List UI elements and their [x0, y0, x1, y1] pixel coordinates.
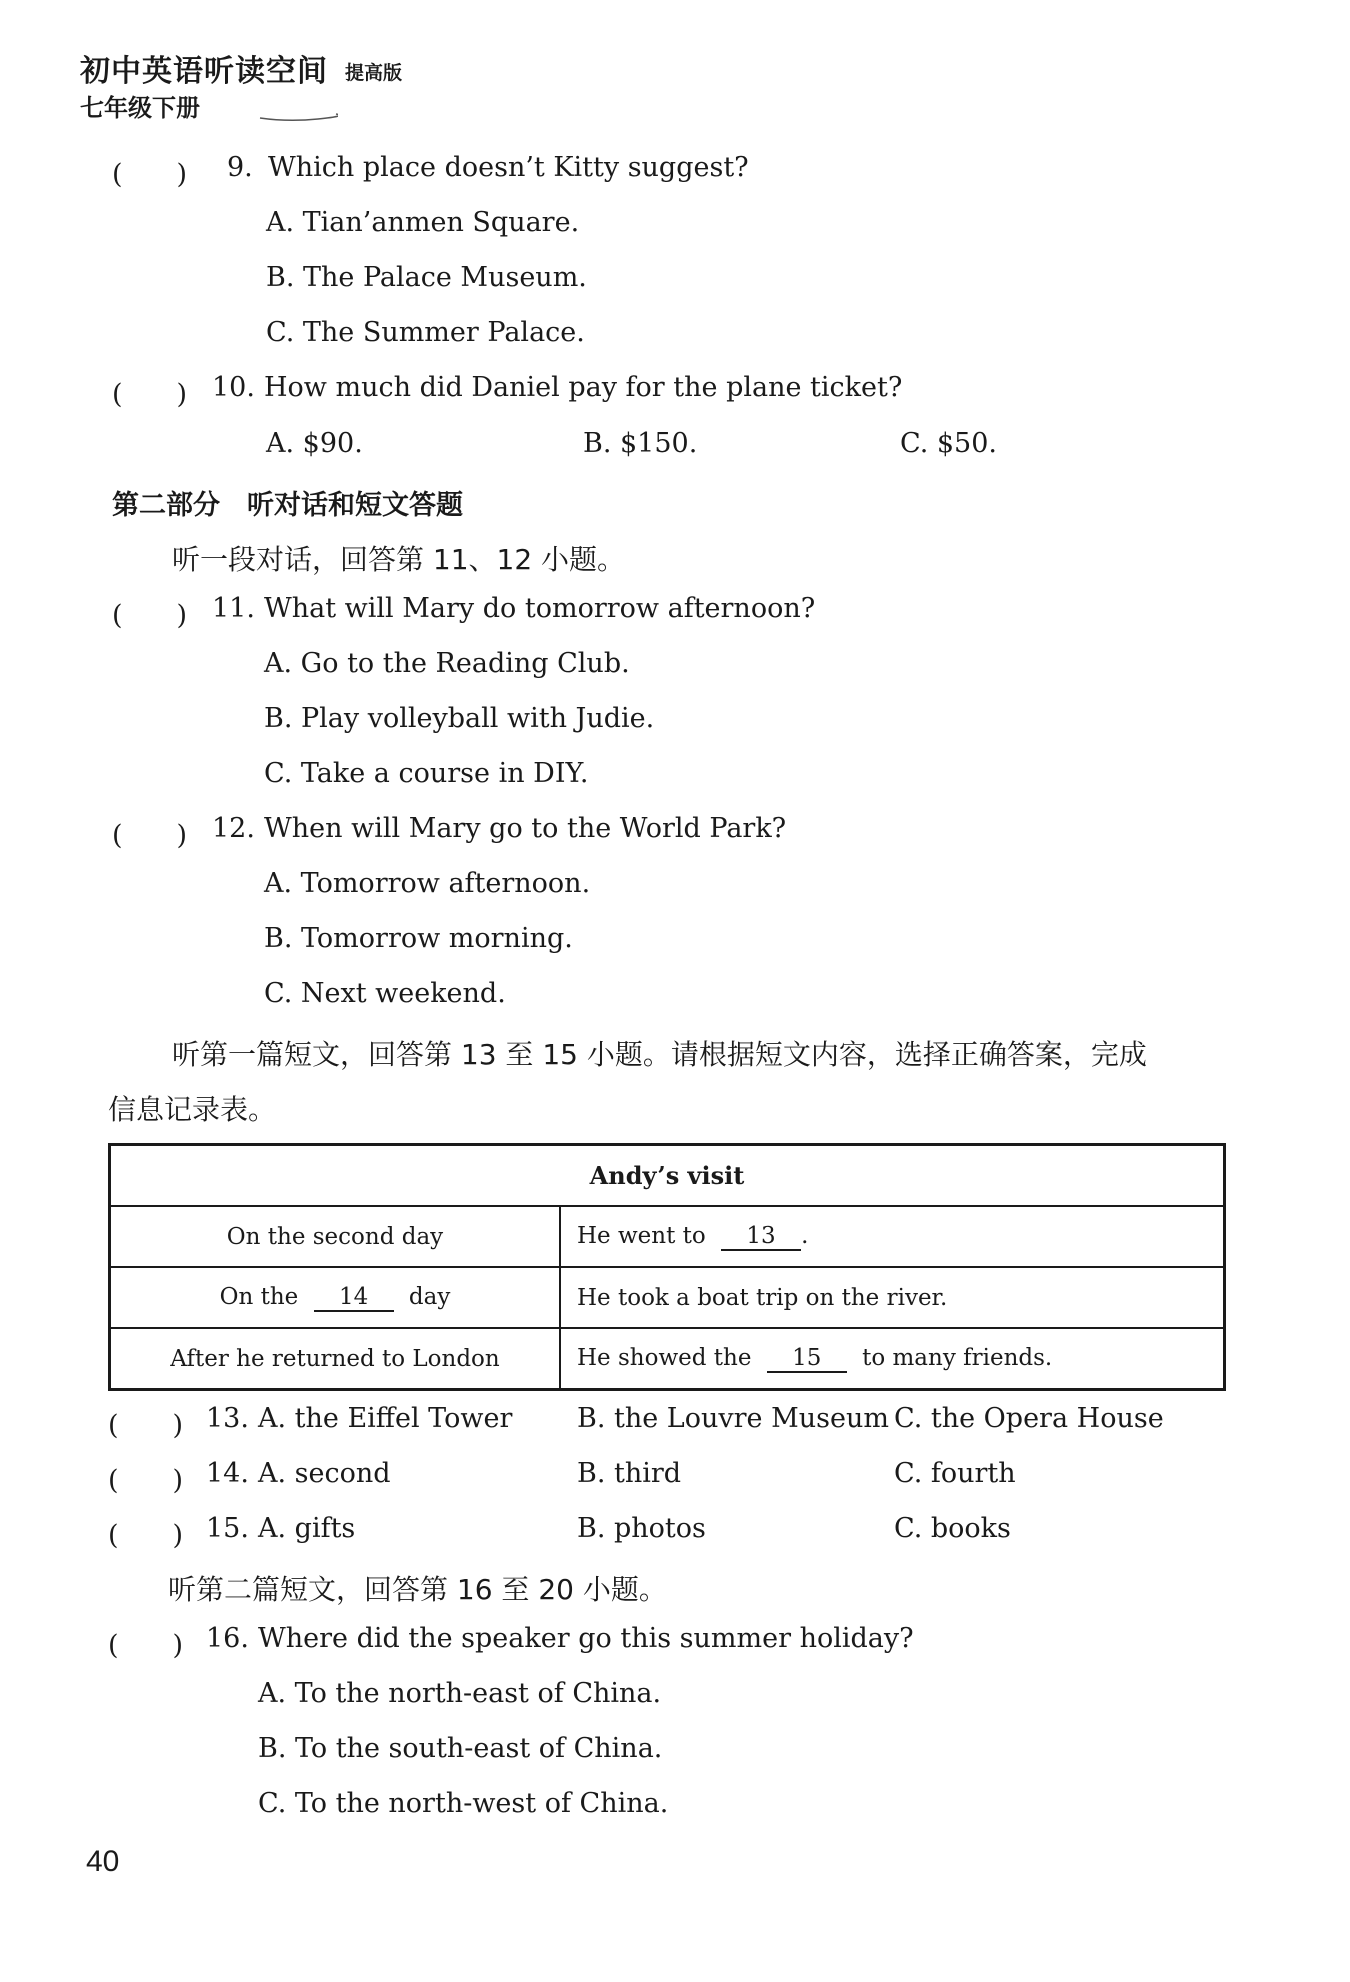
answer-blank-13[interactable]: 13	[721, 1223, 801, 1251]
grade-label: 七年级下册	[80, 94, 200, 122]
option-c: C. Next weekend.	[264, 978, 506, 1009]
page-number: 40	[86, 1845, 120, 1878]
question-number: 14.	[206, 1458, 249, 1489]
cell-text: On the	[219, 1283, 299, 1310]
question-text: How much did Daniel pay for the plane ticket?	[264, 372, 903, 403]
answer-paren[interactable]: ( )	[108, 1630, 184, 1661]
question-text: Which place doesn’t Kitty suggest?	[268, 152, 749, 183]
cell-text: He went to	[577, 1222, 706, 1249]
option-c: C. To the north-west of China.	[258, 1788, 669, 1819]
swoosh-decoration	[258, 110, 338, 124]
question-number: 12.	[212, 813, 255, 844]
answer-paren[interactable]: ( )	[108, 1410, 184, 1441]
table-cell	[560, 1328, 1225, 1390]
cell-text: After he returned to London	[170, 1345, 500, 1372]
option-a: A. Tomorrow afternoon.	[264, 868, 591, 899]
answer-blank-15[interactable]: 15	[767, 1345, 847, 1373]
question-text: Where did the speaker go this summer holiday?	[258, 1623, 914, 1654]
question-number: 10.	[212, 372, 255, 403]
question-number: 13.	[206, 1403, 249, 1434]
option-c: C. fourth	[894, 1458, 1016, 1489]
question-number: 9.	[227, 152, 253, 183]
cell-text: He took a boat trip on the river.	[577, 1284, 948, 1311]
cell-text: On the second day	[226, 1223, 444, 1250]
instruction: 听第二篇短文，回答第 16 至 20 小题。	[168, 1573, 667, 1606]
answer-paren[interactable]: ( )	[112, 159, 188, 190]
cell-text: .	[801, 1222, 809, 1249]
cell-text: day	[408, 1283, 451, 1310]
option-a: A. To the north-east of China.	[258, 1678, 662, 1709]
option-b: B. To the south-east of China.	[258, 1733, 663, 1764]
table-cell	[110, 1206, 561, 1267]
question-number: 16.	[206, 1623, 249, 1654]
instruction: 听一段对话，回答第 11、12 小题。	[172, 543, 626, 576]
option-a: A. Go to the Reading Club.	[264, 648, 630, 679]
instruction: 信息记录表。	[108, 1093, 277, 1126]
option-c: C. The Summer Palace.	[266, 317, 585, 348]
option-a: A. the Eiffel Tower	[258, 1403, 513, 1434]
cell-text: to many friends.	[862, 1344, 1053, 1371]
section-heading: 第二部分 听对话和短文答题	[112, 490, 463, 521]
option-c: C. $50.	[900, 428, 997, 459]
table-cell	[560, 1267, 1225, 1328]
option-a: A. $90.	[266, 428, 363, 459]
table-title: Andy’s visit	[110, 1145, 1225, 1207]
table-cell	[560, 1206, 1225, 1267]
option-b: B. the Louvre Museum	[577, 1403, 889, 1434]
option-c: C. the Opera House	[894, 1403, 1164, 1434]
info-table	[108, 1143, 1226, 1391]
question-text: What will Mary do tomorrow afternoon?	[264, 593, 816, 624]
book-title: 初中英语听读空间	[80, 54, 328, 89]
answer-paren[interactable]: ( )	[112, 820, 188, 851]
option-b: B. Play volleyball with Judie.	[264, 703, 655, 734]
option-c: C. books	[894, 1513, 1011, 1544]
option-b: B. photos	[577, 1513, 706, 1544]
option-b: B. third	[577, 1458, 682, 1489]
answer-paren[interactable]: ( )	[112, 600, 188, 631]
question-number: 11.	[212, 593, 255, 624]
table-row	[110, 1267, 1225, 1328]
cell-text: He showed the	[577, 1344, 752, 1371]
answer-paren[interactable]: ( )	[108, 1520, 184, 1551]
table-cell	[110, 1267, 561, 1328]
book-edition: 提高版	[345, 62, 403, 84]
option-a: A. Tian’anmen Square.	[266, 207, 580, 238]
answer-paren[interactable]: ( )	[112, 379, 188, 410]
option-b: B. Tomorrow morning.	[264, 923, 573, 954]
option-a: A. second	[258, 1458, 391, 1489]
instruction: 听第一篇短文，回答第 13 至 15 小题。请根据短文内容，选择正确答案，完成	[172, 1038, 1147, 1071]
option-a: A. gifts	[258, 1513, 356, 1544]
answer-blank-14[interactable]: 14	[314, 1284, 394, 1312]
option-b: B. The Palace Museum.	[266, 262, 587, 293]
question-number: 15.	[206, 1513, 249, 1544]
table-row	[110, 1206, 1225, 1267]
table-row	[110, 1328, 1225, 1390]
answer-paren[interactable]: ( )	[108, 1465, 184, 1496]
question-text: When will Mary go to the World Park?	[264, 813, 787, 844]
option-b: B. $150.	[583, 428, 698, 459]
option-c: C. Take a course in DIY.	[264, 758, 589, 789]
table-cell	[110, 1328, 561, 1390]
